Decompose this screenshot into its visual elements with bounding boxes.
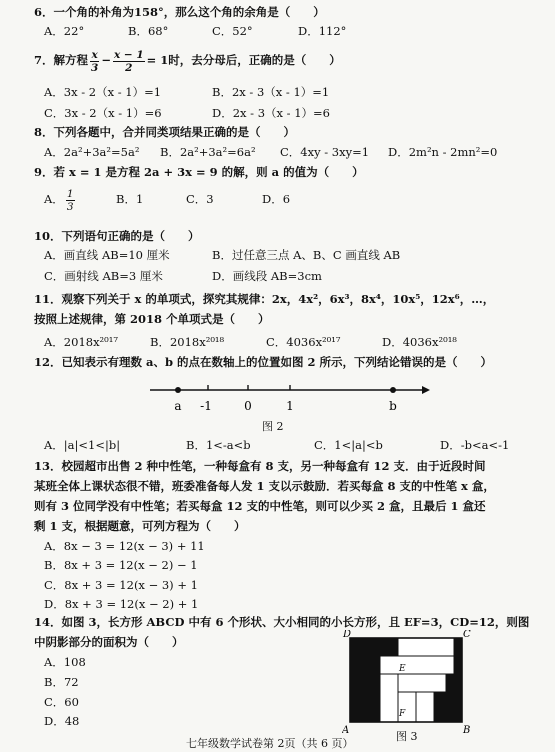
rectangle-figure-3: [342, 630, 472, 734]
q6-stem: 6．一个角的补角为158°，那么这个角的余角是（ ）: [34, 5, 325, 19]
q9-option-b: B．1: [116, 192, 144, 206]
label-c: C: [463, 630, 471, 640]
small-rectangle-1: [398, 638, 454, 656]
q10-option-b: B．过任意三点 A、B、C 画直线 AB: [212, 248, 401, 262]
q11-option-b: B．2018x²⁰¹⁸: [150, 335, 225, 349]
label-f: F: [399, 709, 406, 719]
number-line-arrow: [422, 386, 430, 394]
q13-line-4: 剩 1 支，根据题意，可列方程为（ ）: [34, 519, 246, 533]
q13-line-2: 某班全体上课状态很不错，班委准备每人发 1 支以示鼓励．若买每盒 8 支的中性笔 x 盒，: [34, 479, 495, 493]
label-b-vertex: B: [463, 725, 471, 734]
label-minus-one: -1: [200, 399, 212, 413]
q11-line-2: 按照上述规律，第 2018 个单项式是（ ）: [34, 312, 270, 326]
q13-line-1: 13．校园超市出售 2 种中性笔，一种每盒有 8 支，另一种每盒有 12 支．由于近段时间: [34, 459, 486, 473]
q9-option-a: A． $\frac{1}{3}$: [44, 187, 74, 213]
label-e: E: [399, 664, 406, 674]
q13-option-c: C．8x + 3 = 12(x − 3) + 1: [44, 578, 198, 592]
q8-option-c: C．4xy - 3xy=1: [280, 145, 370, 159]
q9-option-d: D．6: [262, 192, 291, 206]
q14-option-a: A．108: [44, 655, 86, 669]
q11-line-1: 11．观察下列关于 x 的单项式，探究其规律：2x，4x²，6x³，8x⁴，10x⁵，12x⁶，…，: [34, 292, 495, 306]
small-rectangle-6: [416, 692, 434, 722]
q14-option-b: B．72: [44, 675, 79, 689]
label-b: b: [389, 399, 397, 413]
label-d: D: [343, 630, 352, 640]
small-rectangle-5: [398, 674, 446, 692]
q12-option-c: C．1<|a|<b: [314, 438, 383, 452]
q7-option-a: A．3x - 2（x - 1）=1: [44, 85, 162, 99]
q11-option-a: A．2018x²⁰¹⁷: [44, 335, 118, 349]
q6-option-a: A．22°: [44, 24, 85, 38]
q14-line-1: 14．如图 3，长方形 ABCD 中有 6 个形状、大小相同的小长方形，且 EF=3，CD=12，则图: [34, 615, 530, 629]
page-footer: 七年级数学试卷第 2页（共 6 页）: [186, 737, 354, 750]
point-a-dot: [175, 387, 181, 393]
q14-line-2: 中阴影部分的面积为（ ）: [34, 635, 184, 649]
q9-option-c: C．3: [186, 192, 214, 206]
q14-option-d: D．48: [44, 714, 80, 728]
q7-option-c: C．3x - 2（x - 1）=6: [44, 106, 162, 120]
q13-line-3: 则有 3 位同学没有中性笔；若买每盒 12 支的中性笔，则可以少买 2 盒，且最后 1 盒还: [34, 499, 486, 513]
q14-option-c: C．60: [44, 695, 79, 709]
q10-option-d: D．画线段 AB=3cm: [212, 269, 322, 283]
number-line-figure: [150, 378, 430, 422]
q8-option-d: D．2m²n - 2mn²=0: [388, 145, 498, 159]
label-a: a: [174, 399, 182, 413]
q9-stem: 9．若 x = 1 是方程 2a + 3x = 9 的解，则 a 的值为（ ）: [34, 165, 364, 179]
point-b-dot: [390, 387, 396, 393]
q13-option-b: B．8x + 3 = 12(x − 2) − 1: [44, 558, 198, 572]
small-rectangle-3: [380, 674, 398, 722]
q12-option-a: A．|a|<1<|b|: [44, 438, 121, 452]
q13-option-d: D．8x + 3 = 12(x − 2) + 1: [44, 597, 199, 611]
q10-option-c: C．画射线 AB=3 厘米: [44, 269, 163, 283]
q7-option-d: D．2x - 3（x - 1）=6: [212, 106, 330, 120]
figure-3-caption: 图 3: [396, 730, 418, 743]
q6-option-d: D．112°: [298, 24, 347, 38]
q13-option-a: A．8x − 3 = 12(x − 3) + 11: [44, 539, 205, 553]
q11-option-d: D．4036x²⁰¹⁸: [382, 335, 457, 349]
q8-stem: 8．下列各题中，合并同类项结果正确的是（ ）: [34, 125, 295, 139]
small-rectangle-2: [380, 656, 454, 674]
label-zero: 0: [244, 399, 252, 413]
q10-option-a: A．画直线 AB=10 厘米: [44, 248, 170, 262]
q6-option-c: C．52°: [212, 24, 253, 38]
q8-option-b: B．2a²+3a²=6a²: [160, 145, 256, 159]
label-one: 1: [286, 399, 294, 413]
q8-option-a: A．2a²+3a²=5a²: [44, 145, 140, 159]
figure-2-caption: 图 2: [262, 420, 284, 433]
q11-option-c: C．4036x²⁰¹⁷: [266, 335, 341, 349]
q12-option-d: D．-b<a<-1: [440, 438, 510, 452]
q12-option-b: B．1<-a<b: [186, 438, 251, 452]
q6-option-b: B．68°: [128, 24, 169, 38]
label-a-vertex: A: [342, 725, 350, 734]
q12-stem: 12．已知表示有理数 a、b 的点在数轴上的位置如图 2 所示，下列结论错误的是（ ）: [34, 355, 493, 369]
q10-stem: 10．下列语句正确的是（ ）: [34, 229, 200, 243]
q7-stem: 7．解方程 $\frac{x}{3}$ − $\frac{x - 1}{2}$ = 1时，去分母后，正确的是（ ）: [34, 48, 341, 74]
q7-option-b: B．2x - 3（x - 1）=1: [212, 85, 330, 99]
